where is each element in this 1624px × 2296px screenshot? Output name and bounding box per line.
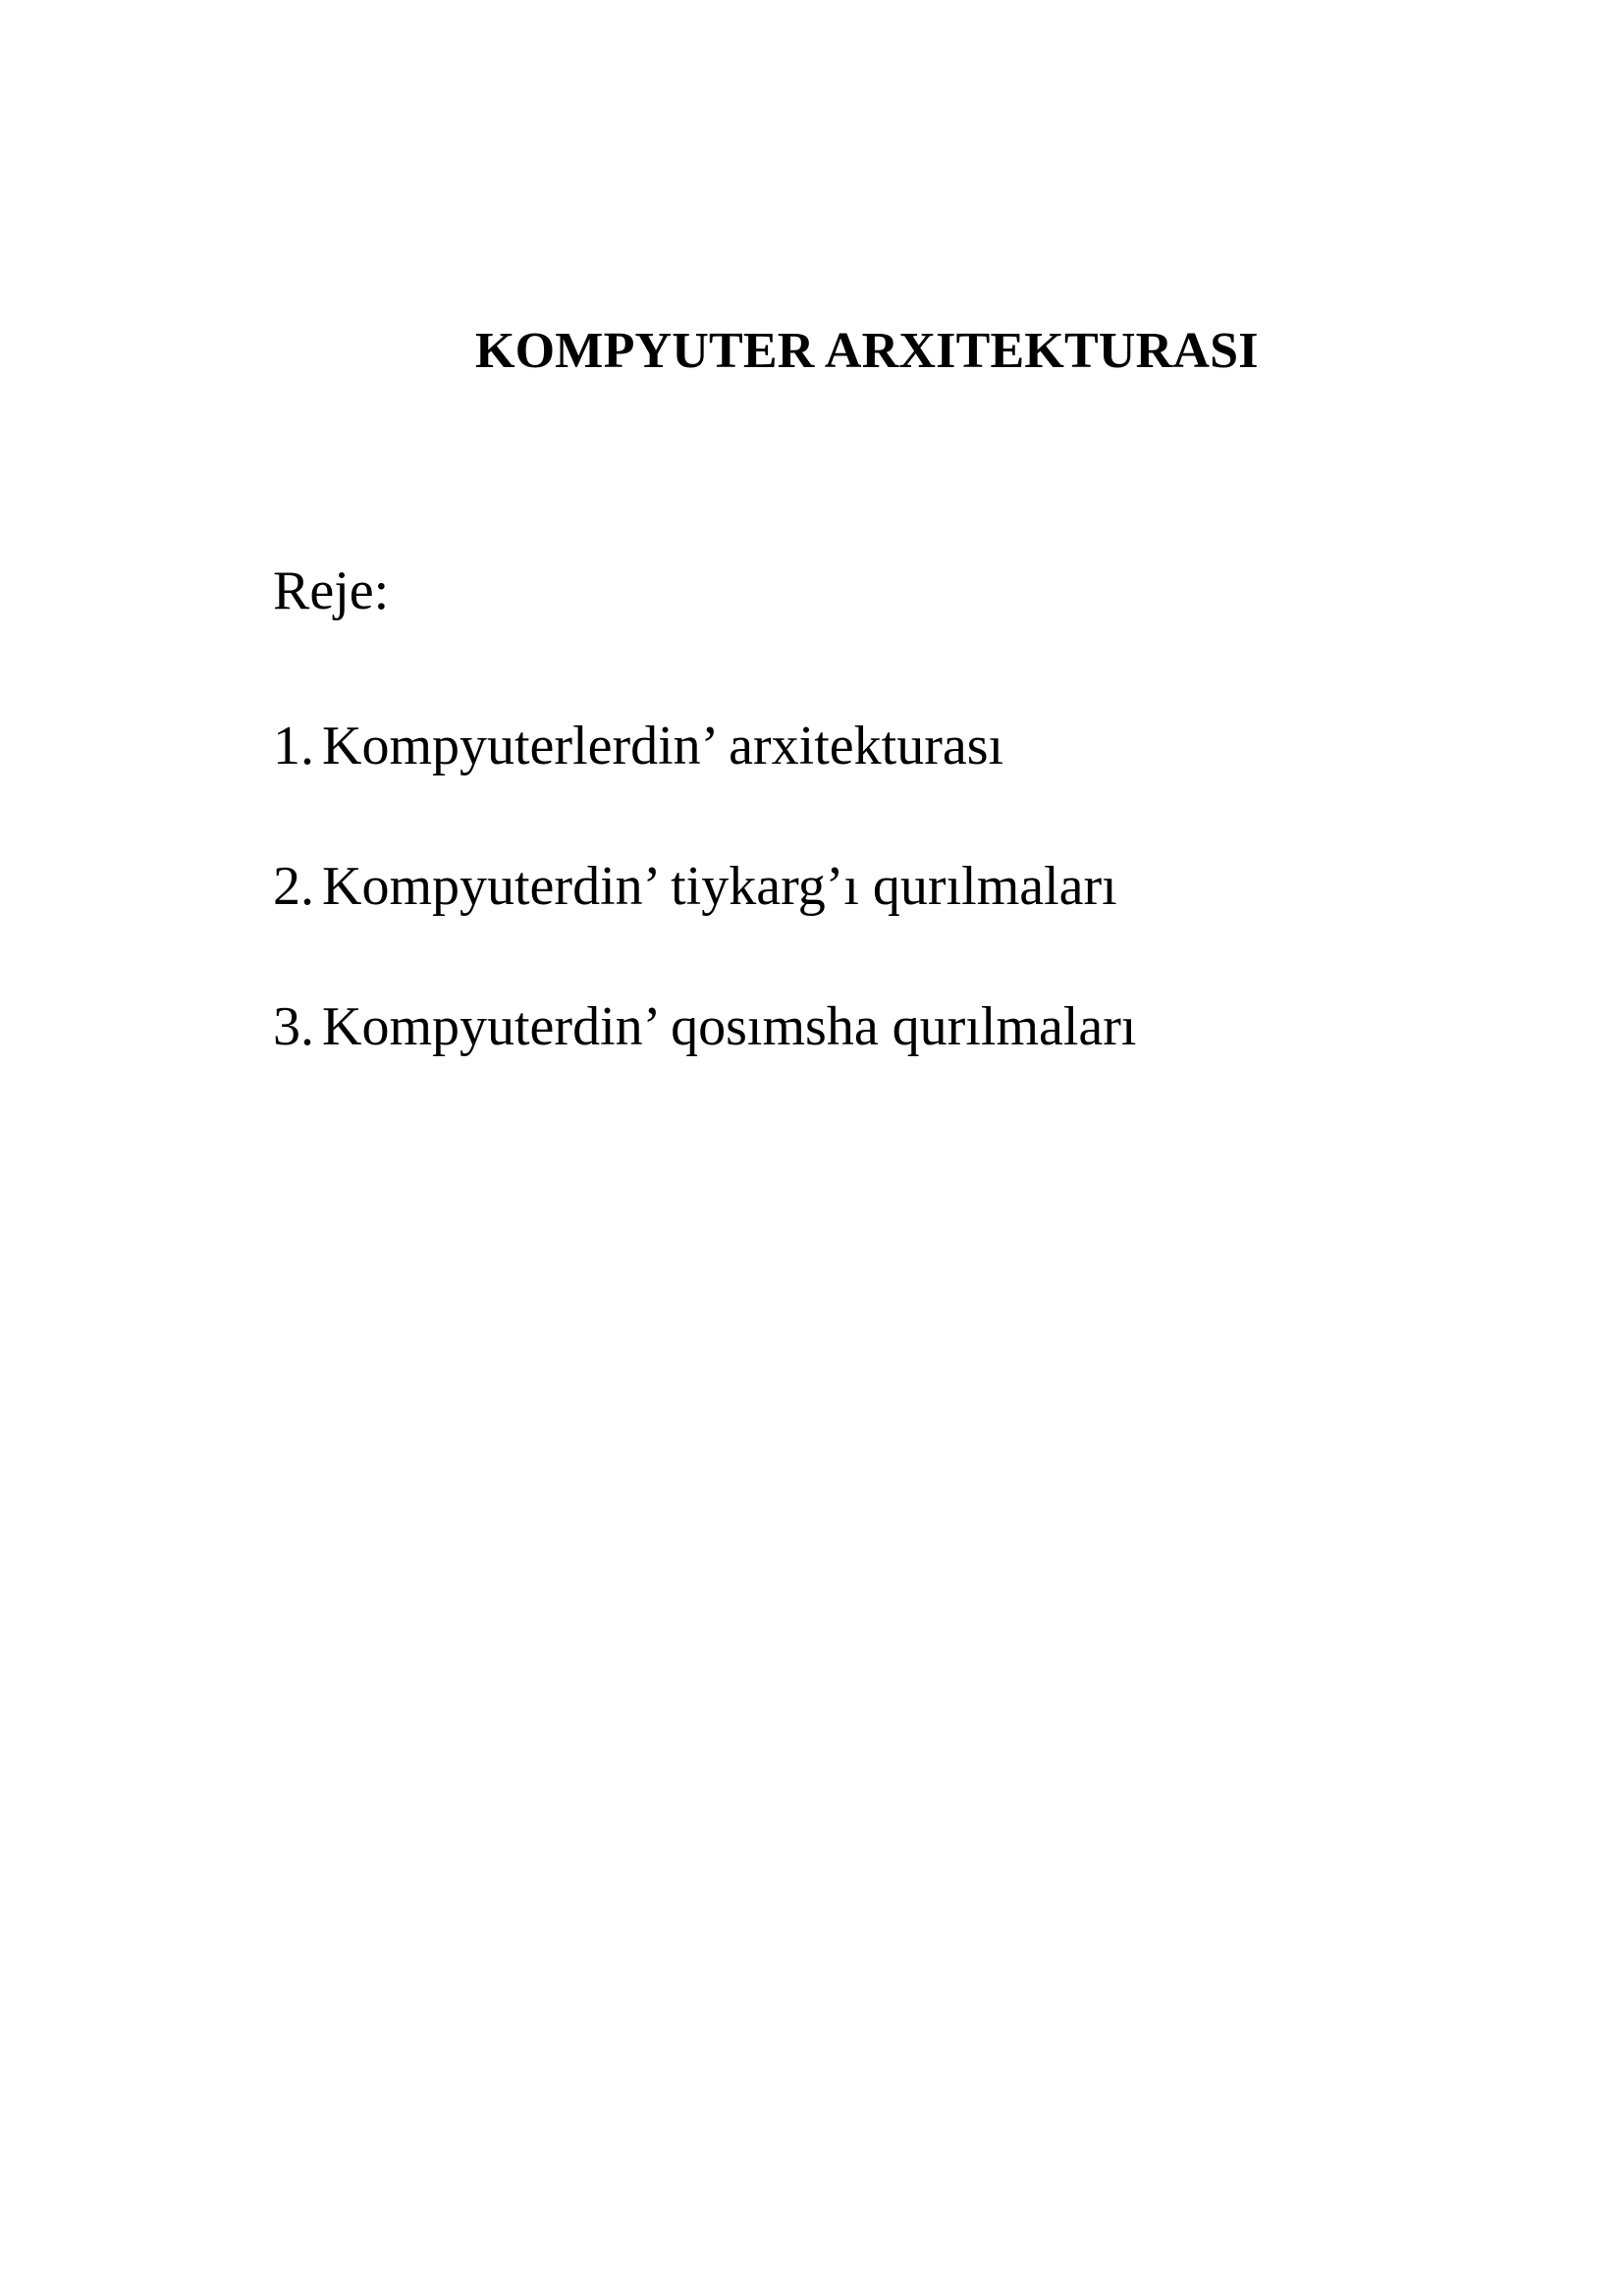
plan-item-text: Kompyuterdin’ qosımsha qurılmaları (322, 996, 1137, 1057)
document-title: KOMPYUTER ARXITEKTURASI (475, 323, 1259, 379)
plan-item-text: Kompyuterdin’ tiykarg’ı qurılmaları (322, 856, 1117, 917)
plan-item-1 (273, 713, 1136, 779)
plan-item-2 (273, 853, 1136, 920)
plan-list (273, 713, 1136, 1060)
plan-item-3 (273, 993, 1136, 1060)
plan-item-text: Kompyuterlerdin’ arxitekturası (322, 716, 1004, 776)
plan-item-number: 2. (273, 856, 314, 917)
plan-item-number: 1. (273, 716, 314, 776)
plan-label: Reje: (273, 561, 390, 621)
plan-item-number: 3. (273, 996, 314, 1057)
